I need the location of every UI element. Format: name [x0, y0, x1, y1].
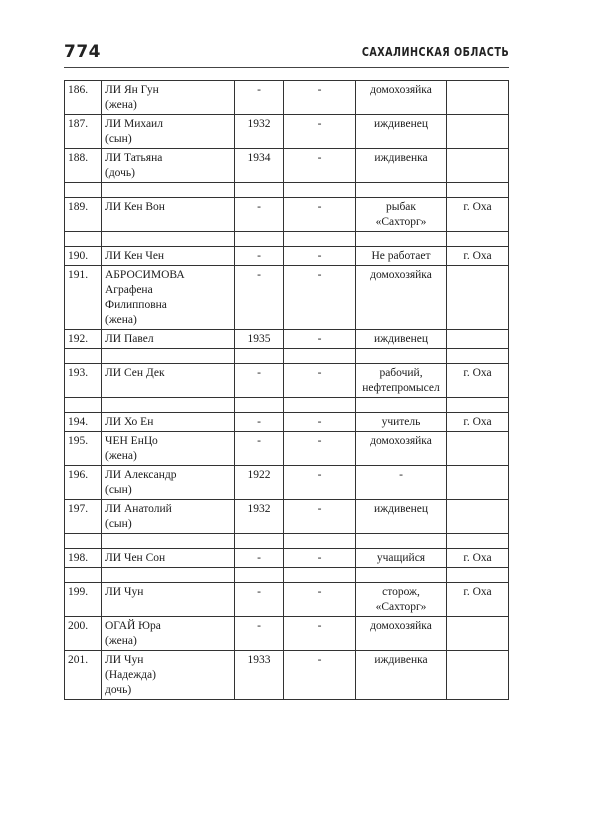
spacer-cell — [65, 349, 102, 364]
spacer-cell — [102, 568, 235, 583]
occupation-cell: домохозяйка — [356, 432, 447, 466]
birth-place-cell: - — [284, 115, 356, 149]
spacer-cell — [284, 568, 356, 583]
person-name-cell: ЛИ Ян Гун (жена) — [102, 81, 235, 115]
row-number-cell: 201. — [65, 651, 102, 700]
table-row — [65, 266, 509, 330]
spacer-cell — [235, 568, 284, 583]
birth-place-cell: - — [284, 549, 356, 568]
spacer-cell — [447, 398, 509, 413]
person-name-cell: ОГАЙ Юра (жена) — [102, 617, 235, 651]
spacer-cell — [235, 183, 284, 198]
residence-cell: г. Оха — [447, 413, 509, 432]
birth-place-cell: - — [284, 266, 356, 330]
person-name-cell: ЛИ Павел — [102, 330, 235, 349]
spacer-cell — [284, 349, 356, 364]
birth-year-cell: 1935 — [235, 330, 284, 349]
occupation-cell: иждивенец — [356, 500, 447, 534]
birth-year-cell: 1933 — [235, 651, 284, 700]
birth-place-cell: - — [284, 651, 356, 700]
residence-cell — [447, 266, 509, 330]
row-number-cell: 190. — [65, 247, 102, 266]
spacer-cell — [447, 568, 509, 583]
spacer-cell — [356, 349, 447, 364]
residence-cell: г. Оха — [447, 198, 509, 232]
spacer-cell — [284, 534, 356, 549]
birth-place-cell: - — [284, 617, 356, 651]
person-name-cell: ЧЕН ЕнЦо (жена) — [102, 432, 235, 466]
person-name-cell: ЛИ Анатолий (сын) — [102, 500, 235, 534]
spacer-cell — [235, 232, 284, 247]
birth-place-cell: - — [284, 149, 356, 183]
birth-year-cell: - — [235, 198, 284, 232]
registry-table — [64, 80, 509, 700]
birth-place-cell: - — [284, 432, 356, 466]
row-number-cell: 187. — [65, 115, 102, 149]
spacer-cell — [447, 349, 509, 364]
spacer-cell — [102, 349, 235, 364]
page-header — [64, 42, 509, 64]
occupation-cell: сторож, «Сахторг» — [356, 583, 447, 617]
table-row — [65, 81, 509, 115]
birth-place-cell: - — [284, 198, 356, 232]
occupation-cell: - — [356, 466, 447, 500]
registry-body — [65, 81, 509, 700]
table-row — [65, 149, 509, 183]
occupation-cell: иждивенка — [356, 651, 447, 700]
residence-cell — [447, 330, 509, 349]
spacer-cell — [284, 232, 356, 247]
table-row — [65, 432, 509, 466]
spacer-cell — [235, 398, 284, 413]
birth-place-cell: - — [284, 500, 356, 534]
spacer-cell — [356, 534, 447, 549]
table-row — [65, 651, 509, 700]
row-number-cell: 200. — [65, 617, 102, 651]
running-head: САХАЛИНСКАЯ ОБЛАСТЬ — [361, 45, 509, 59]
spacer-cell — [102, 232, 235, 247]
row-number-cell: 186. — [65, 81, 102, 115]
birth-year-cell: - — [235, 549, 284, 568]
row-number-cell: 194. — [65, 413, 102, 432]
birth-place-cell: - — [284, 81, 356, 115]
birth-year-cell: - — [235, 364, 284, 398]
table-row — [65, 247, 509, 266]
birth-year-cell: - — [235, 247, 284, 266]
occupation-cell: иждивенец — [356, 330, 447, 349]
spacer-cell — [447, 183, 509, 198]
spacer-cell — [102, 183, 235, 198]
residence-cell: г. Оха — [447, 583, 509, 617]
occupation-cell: Не работает — [356, 247, 447, 266]
birth-place-cell: - — [284, 413, 356, 432]
person-name-cell: ЛИ Михаил (сын) — [102, 115, 235, 149]
birth-place-cell: - — [284, 247, 356, 266]
table-row — [65, 549, 509, 568]
table-row — [65, 466, 509, 500]
spacer-cell — [356, 232, 447, 247]
birth-year-cell: 1922 — [235, 466, 284, 500]
residence-cell — [447, 617, 509, 651]
spacer-row — [65, 534, 509, 549]
occupation-cell: учащийся — [356, 549, 447, 568]
residence-cell — [447, 432, 509, 466]
spacer-cell — [284, 398, 356, 413]
table-row — [65, 198, 509, 232]
person-name-cell: ЛИ Александр (сын) — [102, 466, 235, 500]
row-number-cell: 192. — [65, 330, 102, 349]
table-row — [65, 115, 509, 149]
spacer-row — [65, 232, 509, 247]
residence-cell: г. Оха — [447, 247, 509, 266]
person-name-cell: ЛИ Чен Сон — [102, 549, 235, 568]
row-number-cell: 196. — [65, 466, 102, 500]
spacer-cell — [284, 183, 356, 198]
occupation-cell: рабочий, нефтепромысел — [356, 364, 447, 398]
table-row — [65, 500, 509, 534]
residence-cell — [447, 466, 509, 500]
spacer-cell — [102, 398, 235, 413]
person-name-cell: ЛИ Чун (Надежда) дочь) — [102, 651, 235, 700]
spacer-row — [65, 349, 509, 364]
person-name-cell: ЛИ Татьяна (дочь) — [102, 149, 235, 183]
occupation-cell: рыбак «Сахторг» — [356, 198, 447, 232]
birth-year-cell: 1934 — [235, 149, 284, 183]
spacer-cell — [447, 534, 509, 549]
spacer-cell — [235, 534, 284, 549]
spacer-row — [65, 568, 509, 583]
person-name-cell: ЛИ Кен Чен — [102, 247, 235, 266]
birth-year-cell: - — [235, 81, 284, 115]
occupation-cell: домохозяйка — [356, 266, 447, 330]
spacer-cell — [356, 398, 447, 413]
spacer-cell — [65, 398, 102, 413]
person-name-cell: ЛИ Хо Ен — [102, 413, 235, 432]
table-row — [65, 617, 509, 651]
occupation-cell: учитель — [356, 413, 447, 432]
occupation-cell: домохозяйка — [356, 617, 447, 651]
table-row — [65, 364, 509, 398]
spacer-cell — [356, 183, 447, 198]
birth-place-cell: - — [284, 364, 356, 398]
residence-cell — [447, 115, 509, 149]
spacer-cell — [65, 232, 102, 247]
row-number-cell: 189. — [65, 198, 102, 232]
residence-cell: г. Оха — [447, 549, 509, 568]
spacer-cell — [102, 534, 235, 549]
row-number-cell: 195. — [65, 432, 102, 466]
table-row — [65, 583, 509, 617]
spacer-cell — [356, 568, 447, 583]
table-row — [65, 330, 509, 349]
birth-year-cell: - — [235, 432, 284, 466]
spacer-cell — [65, 183, 102, 198]
occupation-cell: иждивенка — [356, 149, 447, 183]
spacer-cell — [65, 568, 102, 583]
header-rule — [64, 67, 509, 68]
birth-place-cell: - — [284, 583, 356, 617]
birth-year-cell: - — [235, 583, 284, 617]
residence-cell — [447, 651, 509, 700]
spacer-row — [65, 183, 509, 198]
person-name-cell: АБРОСИМОВА Аграфена Филипповна (жена) — [102, 266, 235, 330]
person-name-cell: ЛИ Кен Вон — [102, 198, 235, 232]
birth-year-cell: - — [235, 413, 284, 432]
row-number-cell: 193. — [65, 364, 102, 398]
residence-cell: г. Оха — [447, 364, 509, 398]
residence-cell — [447, 81, 509, 115]
row-number-cell: 198. — [65, 549, 102, 568]
birth-year-cell: - — [235, 617, 284, 651]
spacer-cell — [65, 534, 102, 549]
page-number: 774 — [64, 42, 101, 62]
person-name-cell: ЛИ Сен Дек — [102, 364, 235, 398]
occupation-cell: иждивенец — [356, 115, 447, 149]
row-number-cell: 199. — [65, 583, 102, 617]
birth-year-cell: 1932 — [235, 500, 284, 534]
birth-year-cell: - — [235, 266, 284, 330]
residence-cell — [447, 500, 509, 534]
birth-place-cell: - — [284, 466, 356, 500]
row-number-cell: 191. — [65, 266, 102, 330]
spacer-cell — [447, 232, 509, 247]
table-row — [65, 413, 509, 432]
person-name-cell: ЛИ Чун — [102, 583, 235, 617]
birth-year-cell: 1932 — [235, 115, 284, 149]
residence-cell — [447, 149, 509, 183]
row-number-cell: 197. — [65, 500, 102, 534]
spacer-row — [65, 398, 509, 413]
occupation-cell: домохозяйка — [356, 81, 447, 115]
spacer-cell — [235, 349, 284, 364]
row-number-cell: 188. — [65, 149, 102, 183]
birth-place-cell: - — [284, 330, 356, 349]
